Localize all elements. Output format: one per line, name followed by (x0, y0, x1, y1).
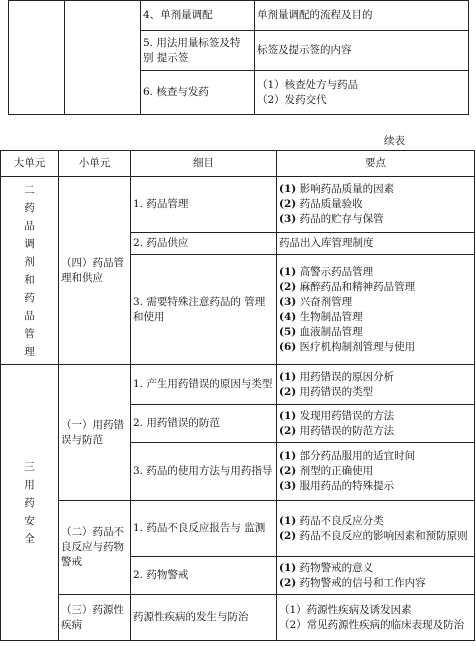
point-item: (2) 麻醉药品和精神药品管理 (279, 280, 416, 293)
table-row (1, 177, 475, 233)
point-item: (2) 药物警戒的信号和工作内容 (279, 576, 426, 589)
point-item: (6) 医疗机构制剂管理与使用 (279, 340, 416, 353)
point-item: (3) 服用药品的特殊提示 (279, 480, 395, 492)
continued-label: 续表 (384, 135, 405, 147)
main-table (0, 150, 475, 641)
unit-char: 全 (24, 532, 35, 545)
points-cell (277, 365, 475, 405)
unit-char: 药 (24, 201, 35, 214)
table-row (1, 595, 475, 641)
point-item: (4) 生物制品管理 (279, 310, 363, 323)
points-cell: 药品出入库管理制度 (277, 233, 475, 255)
points-cell (277, 595, 475, 641)
point-item: (2) 药品质量验收 (279, 198, 363, 210)
points-cell (277, 255, 475, 365)
detail-cell: 2. 用药错误的防范 (131, 405, 277, 443)
unit-char: 和 (24, 273, 35, 286)
point-item: (1) 部分药品服用的适宜时间 (279, 450, 416, 462)
header-points: 要点 (277, 151, 475, 177)
top-table (8, 0, 469, 115)
detail-cell: 药源性疾病的发生与防治 (131, 595, 277, 641)
header-subunit: 小单元 (59, 151, 131, 177)
table-row (1, 501, 475, 557)
table-row (9, 1, 469, 31)
blank-cell (65, 1, 141, 115)
unit-cell (1, 177, 59, 365)
detail-cell: 2. 药品供应 (131, 233, 277, 255)
point-item: (5) 血液制品管理 (279, 325, 363, 338)
unit-cell (1, 365, 59, 641)
point-item: (3) 兴奋剂管理 (279, 295, 353, 308)
point-item: (1) 用药错误的原因分析 (279, 370, 395, 383)
subunit-cell: （四）药品管理和供应 (59, 177, 131, 365)
blank-cell (9, 1, 65, 115)
detail-cell: 2. 药物警戒 (131, 557, 277, 595)
detail-cell: 5. 用法用量标签及特 别 提示签 (141, 31, 255, 71)
unit-char: 药 (24, 496, 35, 509)
unit-char: 药 (24, 291, 35, 304)
detail-cell: 4、单剂量调配 (141, 1, 255, 31)
point-item: (1) 影响药品质量的因素 (279, 183, 395, 195)
points-cell: 标签及提示签的内容 (255, 31, 469, 71)
point-item: (2) 用药错误的类型 (279, 385, 374, 398)
unit-char: 二 (24, 183, 35, 196)
subunit-cell: （三）药源性疾病 (59, 595, 131, 641)
header-row (1, 151, 475, 177)
table-row (1, 365, 475, 405)
points-cell (277, 177, 475, 233)
detail-cell: 1. 药品不良反应报告与 监测 (131, 501, 277, 557)
point-item: （1）药源性疾病及诱发因素 (279, 603, 412, 616)
points-cell (277, 501, 475, 557)
point-item: (3) 药品的贮存与保管 (279, 213, 384, 225)
point-item: （2）常见药源性疾病的临床表现及防治 (279, 618, 465, 631)
header-unit: 大单元 (1, 151, 59, 177)
unit-char: 安 (24, 514, 35, 527)
unit-char: 理 (24, 345, 35, 358)
detail-cell: 1. 产生用药错误的原因与类型 (131, 365, 277, 405)
points-cell (277, 405, 475, 443)
detail-cell: 3. 药品的使用方法与用药指导 (131, 443, 277, 501)
point-item: (1) 高警示药品管理 (279, 265, 374, 278)
point-item: (1) 发现用药错误的方法 (279, 409, 395, 422)
detail-cell: 1. 药品管理 (131, 177, 277, 233)
point-item: (2) 药品不良反应的影响因素和预防原则 (279, 529, 468, 542)
points-cell (277, 557, 475, 595)
point-item: (2) 剂型的正确使用 (279, 465, 374, 477)
points-cell (277, 443, 475, 501)
unit-char: 用 (24, 478, 35, 491)
unit-char: 剂 (24, 255, 35, 268)
point-item: (1) 药品不良反应分类 (279, 514, 384, 527)
unit-char: 管 (24, 327, 35, 340)
point-item: (2) 用药错误的防范方法 (279, 424, 395, 437)
unit-char: 三 (24, 460, 35, 473)
unit-char: 品 (24, 309, 35, 322)
points-cell (255, 71, 469, 115)
subunit-cell: （二）药品不良反应与药物警戒 (59, 501, 131, 595)
header-detail: 细目 (131, 151, 277, 177)
unit-char: 调 (24, 237, 35, 250)
detail-cell: 6. 核查与发药 (141, 71, 255, 115)
point-item: （2）发药交代 (257, 93, 327, 106)
points-cell: 单剂量调配的流程及目的 (255, 1, 469, 31)
subunit-cell: （一）用药错误与防范 (59, 365, 131, 501)
point-item: (1) 药物警戒的意义 (279, 561, 374, 574)
unit-char: 品 (24, 219, 35, 232)
detail-cell: 3. 需要特殊注意药品的 管理和使用 (131, 255, 277, 365)
point-item: （1）核查处方与药品 (257, 78, 359, 91)
